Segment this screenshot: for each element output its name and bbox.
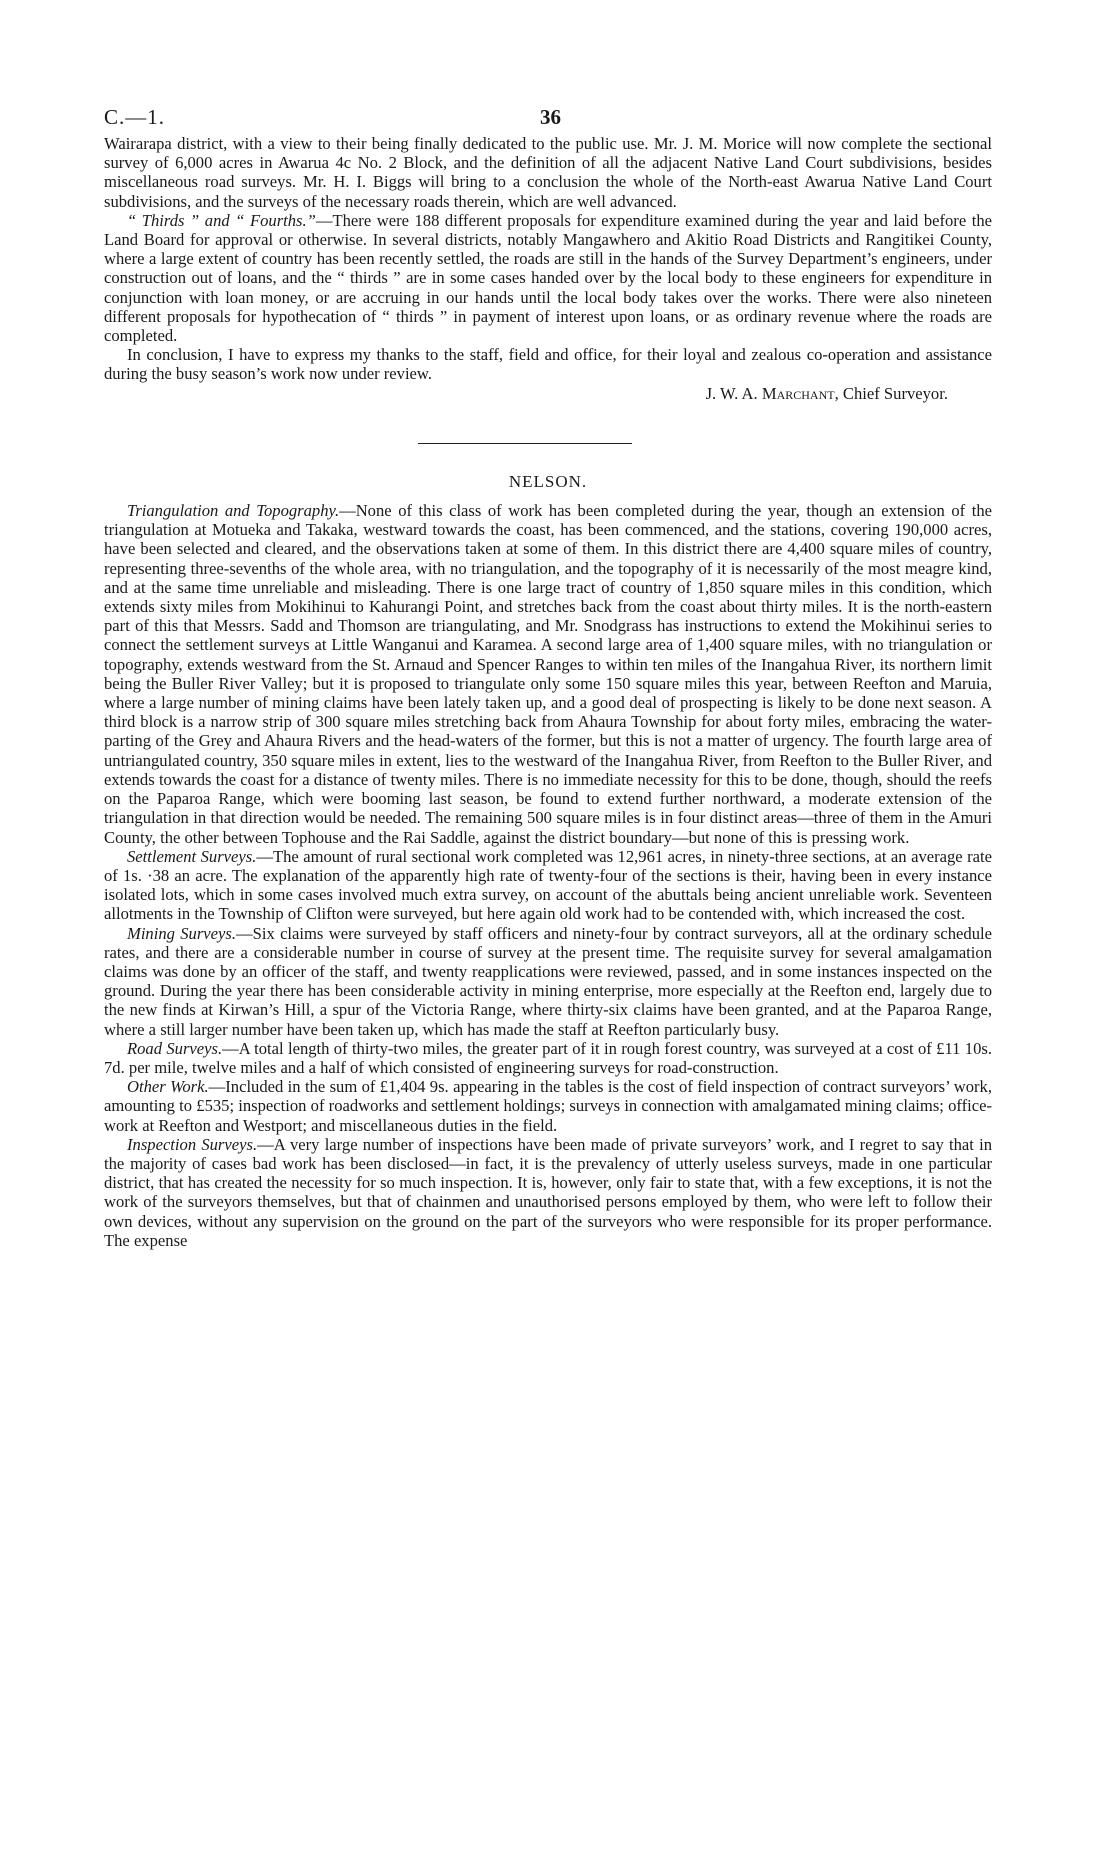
paragraph-text: —A very large number of inspections have been made of private surveyors’ work, and I regret to say that in the majority of cases bad work has been disclosed—in fact, it is the prevalency of utterly useless surveys, made in one particular district, that has created the necessity for so much inspection. It is, however, only fair to state that, with a few exceptions, it is not the work of the surveyors themselves, but that of chainmen and unauthorised persons employed by them, who were left to follow their own devices, without any supervision on the ground on the part of the surveyors who were responsible for its proper performance. The expense	[104, 1134, 992, 1250]
paragraph-thirds-fourths	[104, 211, 992, 345]
paragraph-triangulation	[104, 501, 992, 847]
paragraph-text: —Six claims were surveyed by staff officers and ninety-four by contract surveyors, all at the ordinary schedule rates, and there are a considerable number in course of survey at the present time. The requisite survey for several amalgamation claims was done by an officer of the staff, and twenty reapplications were reviewed, passed, and in some instances inspected on the ground. During the year there has been considerable activity in mining enterprise, more especially at the Reefton end, largely due to the new finds at Kirwan’s Hill, a spur of the Victoria Range, where thirty-six claims have been granted, and at the Paparoa Range, where a still larger number have been taken up, which has made the staff at Reefton particularly busy.	[104, 923, 992, 1039]
signature	[104, 384, 992, 403]
paragraph-heading: Inspection Surveys.	[127, 1134, 258, 1154]
conclusion-paragraph: In conclusion, I have to express my thanks to the staff, field and office, for their loyal and zealous co-operation and assistance during the busy season’s work now under review.	[104, 345, 992, 384]
paragraph-heading: Triangulation and Topography.	[127, 501, 340, 521]
paragraph-heading: Road Surveys.	[127, 1038, 223, 1058]
section-divider	[418, 443, 632, 444]
paragraph-text: —There were 188 different proposals for expenditure examined during the year and laid before the Land Board for approval or otherwise. In several districts, notably Mangawhero and Akitio Road Districts and Rangitikei County, where a large extent of country has been recently settled, the roads are still in the hands of the Survey Department’s engineers, under construction out of loans, and the “ thirds ” are in some cases handed over by the local body to these engineers for expenditure in conjunction with loan money, or are accruing in our hands until the local body takes over the works. There were also nineteen different proposals for hypothecation of “ thirds ” in payment of interest upon loans, or as ordinary revenue where the roads are completed.	[104, 210, 993, 346]
section-title-nelson: NELSON.	[508, 471, 588, 491]
paragraph-heading: Settlement Surveys.	[127, 846, 257, 866]
paragraph-settlement-surveys	[104, 847, 992, 924]
paragraph-text: —The amount of rural sectional work completed was 12,961 acres, in ninety-three sections, at an average rate of 1s. ·38 an acre. The explanation of the apparently high rate of twenty-four of the sections is their, having been in every instance isolated lots, which in some cases involved much extra survey, on account of the abuttals being ancient unreliable work. Seventeen allotments in the Township of Clifton were surveyed, but here again old work had to be contended with, which increased the cost.	[104, 846, 993, 924]
paragraph-heading: Other Work.	[127, 1077, 209, 1097]
paragraph-text: —None of this class of work has been completed during the year, though an extension of the triangulation at Motueka and Takaka, westward towards the coast, has been commenced, and the stations, covering 190,000 acres, have been selected and cleared, and the observations taken at some of them. In this district there are 4,400 square miles of country, representing three-sevenths of the whole area, with no triangulation, and the topography of it is necessarily of the most meagre kind, and at the same time unreliable and misleading. There is one large tract of country of 1,850 square miles in this condition, which extends sixty miles from Mokihinui to Kahurangi Point, and stretches back from the coast about thirty miles. It is the north-eastern part of this that Messrs. Sadd and Thomson are triangulating, and Mr. Snodgrass has instructions to extend the Mokihinui series to connect the settlement surveys at Little Wanganui and Karamea. A second large area of 1,400 square miles, with no triangulation or topography, extends westward from the St. Arnaud and Spencer Ranges to within ten miles of the Inangahua River, its northern limit being the Buller River Valley; but it is proposed to triangulate only some 150 square miles this year, between Reefton and Maruia, where a large number of mining claims have been lately taken up, and a good deal of prospecting is likely to be done next season. A third block is a narrow strip of 300 square miles stretching back from Ahaura Township for about forty miles, embracing the water-parting of the Grey and Ahaura Rivers and the head-waters of the former, but this is not a matter of urgency. The fourth large area of untriangulated country, 350 square miles in extent, lies to the westward of the Inangahua River, from Reefton to the Buller River, and extends towards the coast for a distance of twenty miles. There is no immediate necessity for this to be done, though, should the reefs on the Paparoa Range, which were booming last season, be found to extend further northward, a moderate extension of the triangulation in that direction would be needed. The remaining 500 square miles is in four distinct areas—three of them in the Amuri County, the other between Tophouse and the Rai Saddle, against the district boundary—but none of this is pressing work.	[104, 501, 992, 847]
continuation-paragraph: Wairarapa district, with a view to their being finally dedicated to the public use. Mr. J. M. Morice will now complete the sectional survey of 6,000 acres in Awarua 4c No. 2 Block, and the definition of all the adjacent Native Land Court subdivisions, besides miscellaneous road surveys. Mr. H. I. Biggs will bring to a conclusion the whole of the North-east Awarua Native Land Court subdivisions, and the surveys of the necessary roads therein, which are well advanced.	[104, 134, 992, 211]
paragraph-heading: Mining Surveys.	[127, 923, 237, 943]
page-number: 36	[540, 105, 561, 129]
paragraph-road-surveys	[104, 1039, 992, 1077]
signature-title: Chief Surveyor.	[842, 383, 948, 403]
document-page	[104, 100, 992, 1250]
paragraph-heading: “ Thirds ” and “ Fourths.”	[127, 210, 316, 230]
document-reference: C.—1.	[104, 105, 166, 129]
paragraph-other-work	[104, 1077, 992, 1135]
page-header	[104, 100, 992, 134]
paragraph-text: —A total length of thirty-two miles, the greater part of it in rough forest country, was surveyed at a cost of £11 10s. 7d. per mile, twelve miles and a half of which consisted of engineering surveys for road-construction.	[104, 1038, 992, 1077]
signature-name: J. W. A. Marchant,	[705, 383, 839, 403]
paragraph-mining-surveys	[104, 924, 992, 1039]
paragraph-inspection-surveys	[104, 1135, 992, 1250]
paragraph-text: —Included in the sum of £1,404 9s. appearing in the tables is the cost of field inspection of contract surveyors’ work, amounting to £535; inspection of roadworks and settlement holdings; surveys in connection with amalgamated mining claims; office-work at Reefton and Westport; and miscellaneous duties in the field.	[104, 1077, 992, 1135]
